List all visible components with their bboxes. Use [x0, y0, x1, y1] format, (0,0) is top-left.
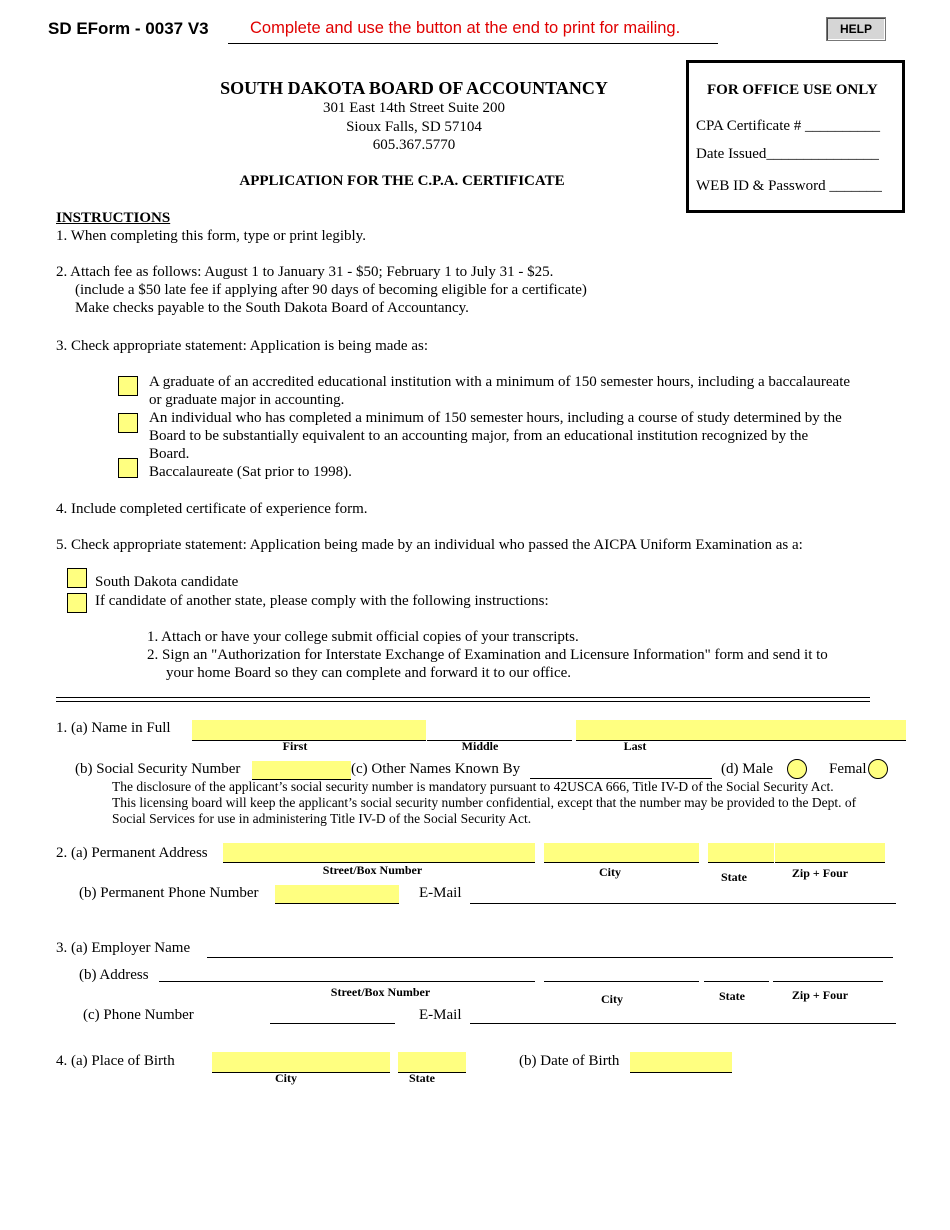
instruction-2: 2. Attach fee as follows: August 1 to January 31 - $50; February 1 to July 31 - $25.	[56, 264, 554, 280]
place-of-birth-label: 4. (a) Place of Birth	[56, 1053, 175, 1069]
employer-email-label: E-Mail	[419, 1007, 462, 1023]
birth-city-caption: City	[275, 1071, 297, 1085]
ssn-input[interactable]	[252, 761, 351, 780]
option-individual-line3: Board.	[149, 446, 190, 462]
date-of-birth-label: (b) Date of Birth	[519, 1053, 620, 1069]
divider-top	[56, 697, 870, 698]
office-date-issued: Date Issued_______________	[696, 146, 879, 162]
form-id: SD EForm - 0037 V3	[48, 19, 209, 38]
male-label: (d) Male	[721, 761, 774, 777]
employer-address-label: (b) Address	[79, 967, 149, 983]
application-title: APPLICATION FOR THE C.P.A. CERTIFICATE	[239, 173, 565, 189]
checkbox-graduate-150[interactable]	[118, 376, 138, 396]
birth-state-caption: State	[409, 1071, 435, 1085]
ssn-disclosure-line3: Social Services for use in administering Title IV-D of the Social Security Act.	[112, 811, 532, 826]
instruction-2-payable: Make checks payable to the South Dakota Board of Accountancy.	[75, 300, 469, 316]
instruction-1: 1. When completing this form, type or print legibly.	[56, 228, 366, 244]
permanent-state-caption: State	[721, 870, 747, 884]
date-of-birth-input[interactable]	[630, 1052, 732, 1073]
employer-street-caption: Street/Box Number	[330, 985, 431, 999]
permanent-state-input[interactable]	[708, 843, 774, 863]
divider-bottom	[56, 701, 870, 702]
employer-name-input[interactable]	[207, 957, 893, 958]
option-graduate-line2: or graduate major in accounting.	[149, 392, 345, 408]
employer-email-input[interactable]	[470, 1023, 896, 1024]
employer-phone-label: (c) Phone Number	[83, 1007, 194, 1023]
permanent-zip-caption: Zip + Four	[791, 866, 849, 880]
other-state-step-1: 1. Attach or have your college submit official copies of your transcripts.	[147, 629, 579, 645]
instruction-5: 5. Check appropriate statement: Application being made by an individual who passed the AICPA Uniform Examination as a:	[56, 537, 803, 553]
board-name: SOUTH DAKOTA BOARD OF ACCOUNTANCY	[220, 78, 608, 98]
employer-city-input[interactable]	[544, 981, 699, 982]
option-individual-line1: An individual who has completed a minimum of 150 semester hours, including a course of study determined by the	[149, 410, 842, 426]
other-state-step-2: 2. Sign an "Authorization for Interstate Exchange of Examination and Licensure Information" form and send it to	[147, 647, 828, 663]
permanent-email-label: E-Mail	[419, 885, 462, 901]
other-state-step-2-cont: your home Board so they can complete and forward it to our office.	[166, 665, 572, 681]
option-graduate-line1: A graduate of an accredited educational institution with a minimum of 150 semester hours, including a baccalaureate	[149, 374, 851, 390]
board-phone: 605.367.5770	[372, 137, 456, 153]
help-button[interactable]	[826, 17, 886, 41]
ssn-disclosure-line2: This licensing board will keep the applicant’s social security number confidential, except that the number may be provided to the Dept. of	[112, 795, 857, 810]
ssn-disclosure-line1: The disclosure of the applicant’s social security number is mandatory pursuant to 42USCA 666, Title IV-D of the Social Security Act.	[112, 779, 834, 794]
print-notice: Complete and use the button at the end to print for mailing.	[250, 19, 681, 37]
male-radio[interactable]	[787, 759, 807, 779]
instruction-2-late-fee: (include a $50 late fee if applying after 90 days of becoming eligible for a certificate)	[75, 282, 587, 298]
office-use-title: FOR OFFICE USE ONLY	[707, 82, 878, 98]
first-caption: First	[282, 739, 308, 753]
option-baccalaureate: Baccalaureate (Sat prior to 1998).	[149, 464, 352, 480]
middle-caption: Middle	[461, 739, 499, 753]
permanent-street-input[interactable]	[223, 843, 535, 863]
first-name-input[interactable]	[192, 720, 426, 741]
board-city: Sioux Falls, SD 57104	[346, 119, 482, 135]
other-names-label: (c) Other Names Known By	[351, 761, 521, 777]
checkbox-baccalaureate[interactable]	[118, 458, 138, 478]
instruction-4: 4. Include completed certificate of experience form.	[56, 501, 368, 517]
permanent-email-input[interactable]	[470, 903, 896, 904]
permanent-city-caption: City	[599, 865, 621, 879]
permanent-phone-input[interactable]	[275, 885, 399, 904]
last-caption: Last	[623, 739, 647, 753]
permanent-street-caption: Street/Box Number	[322, 863, 423, 877]
instructions-heading: INSTRUCTIONS	[56, 210, 171, 226]
instruction-3: 3. Check appropriate statement: Application is being made as:	[56, 338, 428, 354]
help-button-label: HELP	[839, 22, 872, 36]
permanent-address-label: 2. (a) Permanent Address	[56, 845, 208, 861]
sd-candidate-label: South Dakota candidate	[95, 574, 239, 590]
name-label: 1. (a) Name in Full	[56, 720, 171, 736]
permanent-city-input[interactable]	[544, 843, 699, 863]
employer-city-caption: City	[601, 992, 623, 1006]
checkbox-sd-candidate[interactable]	[67, 568, 87, 588]
employer-state-caption: State	[719, 989, 745, 1003]
ssn-label: (b) Social Security Number	[75, 761, 241, 777]
permanent-phone-label: (b) Permanent Phone Number	[79, 885, 259, 901]
employer-zip-caption: Zip + Four	[791, 988, 849, 1002]
female-label: Femal	[829, 761, 867, 777]
board-street: 301 East 14th Street Suite 200	[322, 100, 506, 116]
employer-state-input[interactable]	[704, 981, 769, 982]
office-web-id: WEB ID & Password _______	[696, 178, 882, 194]
other-state-label: If candidate of another state, please comply with the following instructions:	[95, 593, 549, 609]
permanent-zip-input[interactable]	[775, 843, 885, 863]
checkbox-individual-150[interactable]	[118, 413, 138, 433]
checkbox-other-state[interactable]	[67, 593, 87, 613]
employer-street-input[interactable]	[159, 981, 535, 982]
birth-city-input[interactable]	[212, 1052, 390, 1073]
option-individual-line2: Board to be substantially equivalent to an accounting major, from an educational institution recognized by the	[149, 428, 809, 444]
employer-zip-input[interactable]	[773, 981, 883, 982]
birth-state-input[interactable]	[398, 1052, 466, 1073]
employer-name-label: 3. (a) Employer Name	[56, 940, 191, 956]
female-radio[interactable]	[868, 759, 888, 779]
employer-phone-input[interactable]	[270, 1023, 395, 1024]
last-name-input[interactable]	[576, 720, 906, 741]
office-cpa-cert: CPA Certificate # __________	[696, 118, 881, 134]
header-rule	[228, 43, 718, 44]
